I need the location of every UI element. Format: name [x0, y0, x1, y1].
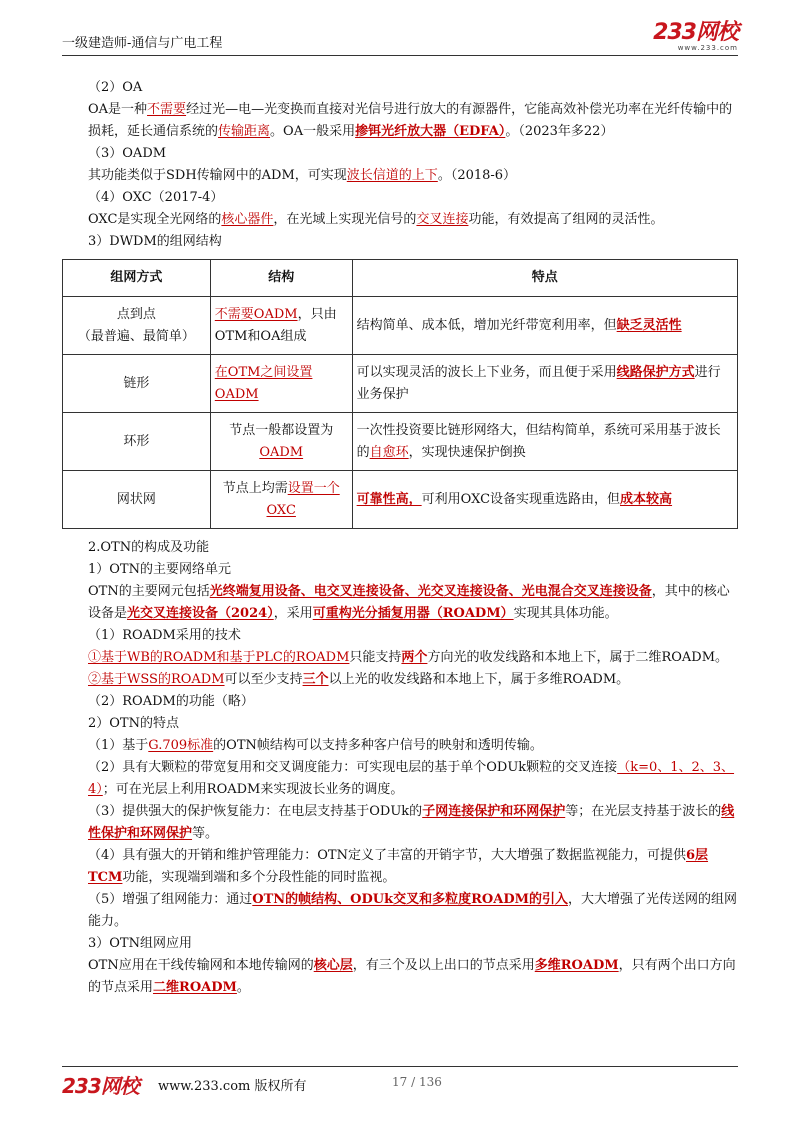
highlight-term: 交叉连接 [416, 212, 469, 227]
roadm-tech-heading: （1）ROADM采用的技术 [88, 628, 241, 643]
otn-sub-heading: 1）OTN的主要网络单元 [88, 562, 231, 577]
page-content [62, 77, 738, 999]
highlight-term: 光终端复用设备、电交叉连接设备、光交叉连接设备、光电混合交叉连接设备 [209, 584, 652, 599]
page-number: 17 / 136 [392, 1075, 442, 1089]
otn-feature-item: （4）具有强大的开销和维护管理能力：OTN定义了丰富的开销字节，大大增强了数据监视能力，可提供6层TCM功能，实现端到端和多个分段性能的同时监视。 [88, 848, 709, 885]
brand-logo [653, 22, 738, 53]
otn-feature-item: （3）提供强大的保护恢复能力：在电层支持基于ODUk的子网连接保护和环网保护等；在光层支持基于波长的线性保护和环网保护等。 [88, 804, 735, 841]
otn-feature-item: （2）具有大颗粒的带宽复用和交叉调度能力：可实现电层的基于单个ODUk颗粒的交叉连接（k=0、1、2、3、4）；可在光层上利用ROADM来实现波长业务的调度。 [88, 760, 735, 797]
page-footer [62, 1068, 738, 1096]
mode-cell: 链形 [63, 355, 211, 413]
footer-divider [62, 1066, 738, 1067]
highlight-term: 基于WSS的ROADM [101, 672, 225, 687]
highlight-term: 二维ROADM [153, 980, 237, 995]
oxc-heading: （4）OXC（2017-4） [88, 190, 224, 205]
oadm-heading: （3）OADM [88, 146, 167, 161]
structure-cell: 节点一般都设置为OADM [210, 413, 352, 471]
highlight-term: 6层TCM [88, 848, 709, 885]
highlight-term: 可重构光分插复用器（ROADM） [312, 606, 514, 621]
highlight-term: OTN的帧结构、ODUk交叉和多粒度ROADM的引入 [252, 892, 568, 907]
feature-cell: 一次性投资要比链形网络大，但结构简单，系统可采用基于波长的自愈环，实现快速保护倒换 [352, 413, 737, 471]
structure-cell: 不需要OADM，只由OTM和OA组成 [210, 297, 352, 355]
page-header [62, 20, 738, 54]
table-row [63, 471, 738, 529]
structure-cell: 在OTM之间设置OADM [210, 355, 352, 413]
mode-cell: 网状网 [63, 471, 211, 529]
oxc-paragraph: OXC是实现全光网络的核心器件，在光域上实现光信号的交叉连接功能，有效提高了组网的灵活性。 [88, 212, 664, 227]
table-header-row [63, 260, 738, 297]
otn-elements-paragraph: OTN的主要网元包括光终端复用设备、电交叉连接设备、光交叉连接设备、光电混合交叉连接设备，其中的核心设备是光交叉连接设备（2024），采用可重构光分插复用器（ROADM）实现其具体功能。 [88, 584, 730, 621]
brand-logo-url: www.233.com [677, 44, 738, 52]
column-header: 组网方式 [63, 260, 211, 297]
highlight-term: 核心器件 [221, 212, 274, 227]
header-divider [62, 55, 738, 56]
column-header: 特点 [352, 260, 737, 297]
feature-cell: 可靠性高，可利用OXC设备实现重选路由，但成本较高 [352, 471, 737, 529]
highlight-term: 基于WB的ROADM和基于PLC的ROADM [101, 650, 350, 665]
oa-heading: （2）OA [88, 80, 143, 95]
footer-copyright: www.233.com 版权所有 [158, 1079, 307, 1094]
feature-cell: 结构简单、成本低，增加光纤带宽利用率，但缺乏灵活性 [352, 297, 737, 355]
structure-cell: 节点上均需设置一个OXC [210, 471, 352, 529]
footer-logo: 233网校 [62, 1074, 139, 1098]
highlight-term: 光交叉连接设备（2024） [127, 606, 274, 621]
otn-app-paragraph: OTN应用在干线传输网和本地传输网的核心层，有三个及以上出口的节点采用多维ROADM，只有两个出口方向的节点采用二维ROADM。 [88, 958, 736, 995]
otn-feature-item: （5）增强了组网能力：通过OTN的帧结构、ODUk交叉和多粒度ROADM的引入，大大增强了光传送网的组网能力。 [88, 892, 737, 929]
roadm-tech-item: ②基于WSS的ROADM可以至少支持三个以上光的收发线路和本地上下，属于多维ROADM。 [88, 672, 630, 687]
column-header: 结构 [210, 260, 352, 297]
mode-cell: 环形 [63, 413, 211, 471]
highlight-term: 多维ROADM [534, 958, 619, 973]
highlight-term: 两个 [401, 650, 428, 665]
roadm-func-heading: （2）ROADM的功能（略） [88, 694, 254, 709]
roadm-tech-item: ①基于WB的ROADM和基于PLC的ROADM只能支持两个方向光的收发线路和本地上下，属于二维ROADM。 [88, 650, 729, 665]
highlight-term: 核心层 [313, 958, 353, 973]
mode-cell: 点到点 （最普遍、最简单） [63, 297, 211, 355]
otn-features-heading: 2）OTN的特点 [88, 716, 179, 731]
highlight-term: 传输距离 [218, 124, 271, 139]
highlight-term: （k=0、1、2、3、4） [88, 760, 735, 797]
highlight-term: 波长信道的上下 [346, 168, 438, 183]
brand-logo-text: 233网校 [653, 20, 738, 45]
highlight-term: 不需要 [147, 102, 187, 117]
otn-app-heading: 3）OTN组网应用 [88, 936, 192, 951]
dwdm-table [62, 259, 738, 529]
dwdm-heading: 3）DWDM的组网结构 [88, 234, 222, 249]
otn-feature-item: （1）基于G.709标准的OTN帧结构可以支持多种客户信号的映射和透明传输。 [88, 738, 543, 753]
table-row [63, 297, 738, 355]
oadm-paragraph: 其功能类似于SDH传输网中的ADM，可实现波长信道的上下。（2018-6） [88, 168, 517, 183]
highlight-term: G.709标准 [148, 738, 214, 753]
highlight-term: 三个 [302, 672, 329, 687]
otn-heading: 2.OTN的构成及功能 [88, 540, 210, 555]
oa-paragraph: OA是一种不需要经过光—电—光变换而直接对光信号进行放大的有源器件，它能高效补偿光功率在光纤传输中的损耗，延长通信系统的传输距离。OA一般采用掺铒光纤放大器（EDFA）。（2023年多22） [88, 102, 733, 139]
highlight-term: 线性保护和环网保护 [88, 804, 735, 841]
table-row [63, 413, 738, 471]
document-title: 一级建造师-通信与广电工程 [62, 36, 223, 51]
highlight-term: 掺铒光纤放大器（EDFA） [355, 124, 506, 139]
feature-cell: 可以实现灵活的波长上下业务，而且便于采用线路保护方式进行业务保护 [352, 355, 737, 413]
table-row [63, 355, 738, 413]
highlight-term: 子网连接保护和环网保护 [422, 804, 566, 819]
